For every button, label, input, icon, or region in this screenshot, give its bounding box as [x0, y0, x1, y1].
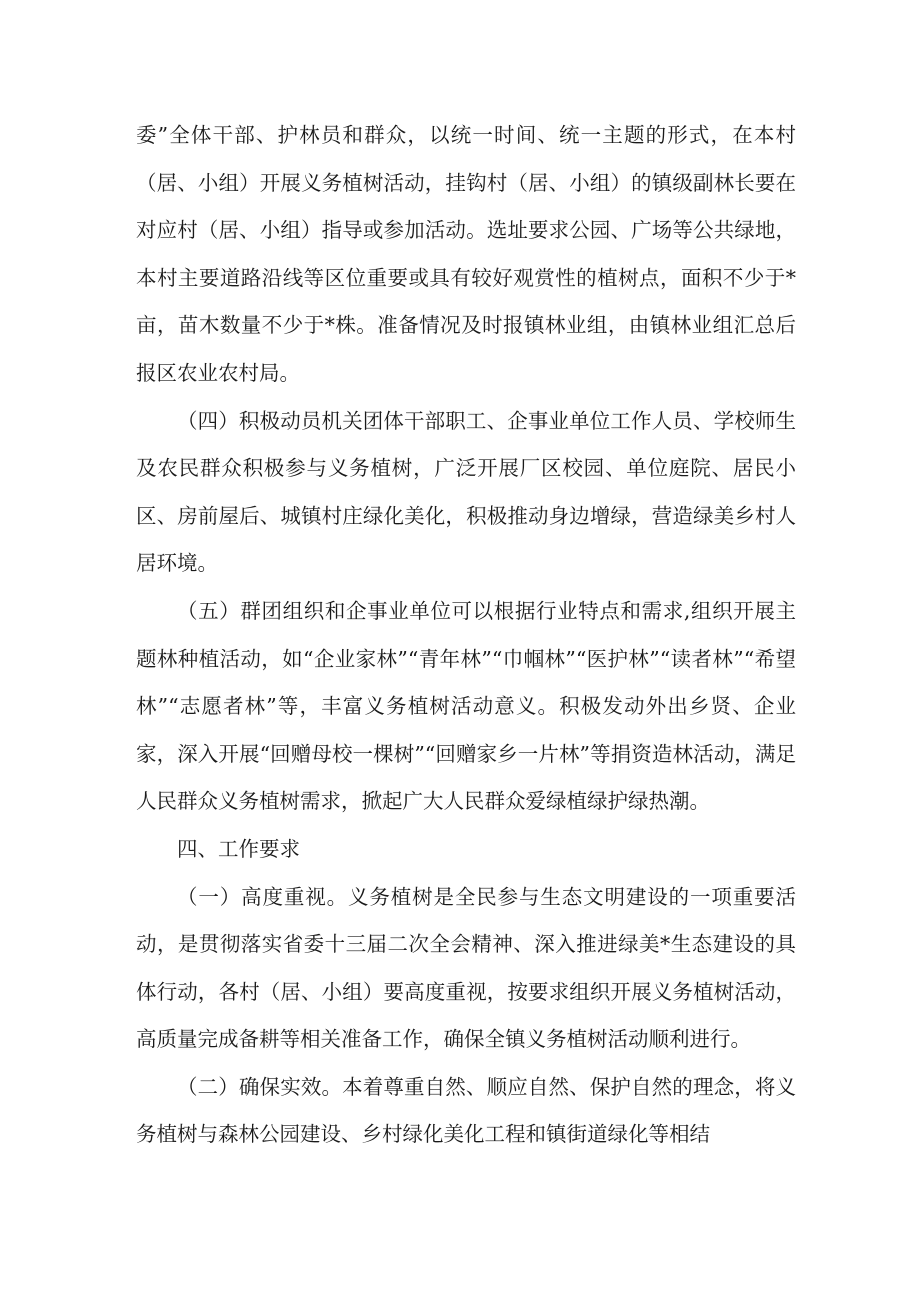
section-heading-work-requirements: 四、工作要求: [177, 836, 300, 861]
document-body: [136, 112, 796, 1159]
paragraph-item-5: （五）群团组织和企事业单位可以根据行业特点和需求,组织开展主题林种植活动，如“企业家林”“青年林”“巾帼林”“医护林”“读者林”“希望林”“志愿者林”等，丰富义务植树活动意义。积极发动外出乡贤、企业家，深入开展“回赠母校一棵树”“回赠家乡一片林”等捐资造林活动，满足人民群众义务植树需求，掀起广大人民群众爱绿植绿护绿热潮。: [136, 598, 796, 814]
paragraph-continued: 委”全体干部、护林员和群众，以统一时间、统一主题的形式，在本村（居、小组）开展义务植树活动，挂钩村（居、小组）的镇级副林长要在对应村（居、小组）指导或参加活动。选址要求公园、广场等公共绿地，本村主要道路沿线等区位重要或具有较好观赏性的植树点，面积不少于*亩，苗木数量不少于*株。准备情况及时报镇林业组，由镇林业组汇总后报区农业农村局。: [136, 123, 796, 385]
paragraph-item-4: （四）积极动员机关团体干部职工、企事业单位工作人员、学校师生及农民群众积极参与义务植树，广泛开展厂区校园、单位庭院、居民小区、房前屋后、城镇村庄绿化美化，积极推动身边增绿，营造绿美乡村人居环境。: [136, 408, 796, 576]
paragraph-requirement-1: （一）高度重视。义务植树是全民参与生态文明建设的一项重要活动，是贯彻落实省委十三届二次全会精神、深入推进绿美*生态建设的具体行动，各村（居、小组）要高度重视，按要求组织开展义务植树活动，高质量完成备耕等相关准备工作，确保全镇义务植树活动顺利进行。: [136, 884, 796, 1052]
paragraph-requirement-2: （二）确保实效。本着尊重自然、顺应自然、保护自然的理念，将义务植树与森林公园建设、乡村绿化美化工程和镇街道绿化等相结: [136, 1074, 796, 1147]
